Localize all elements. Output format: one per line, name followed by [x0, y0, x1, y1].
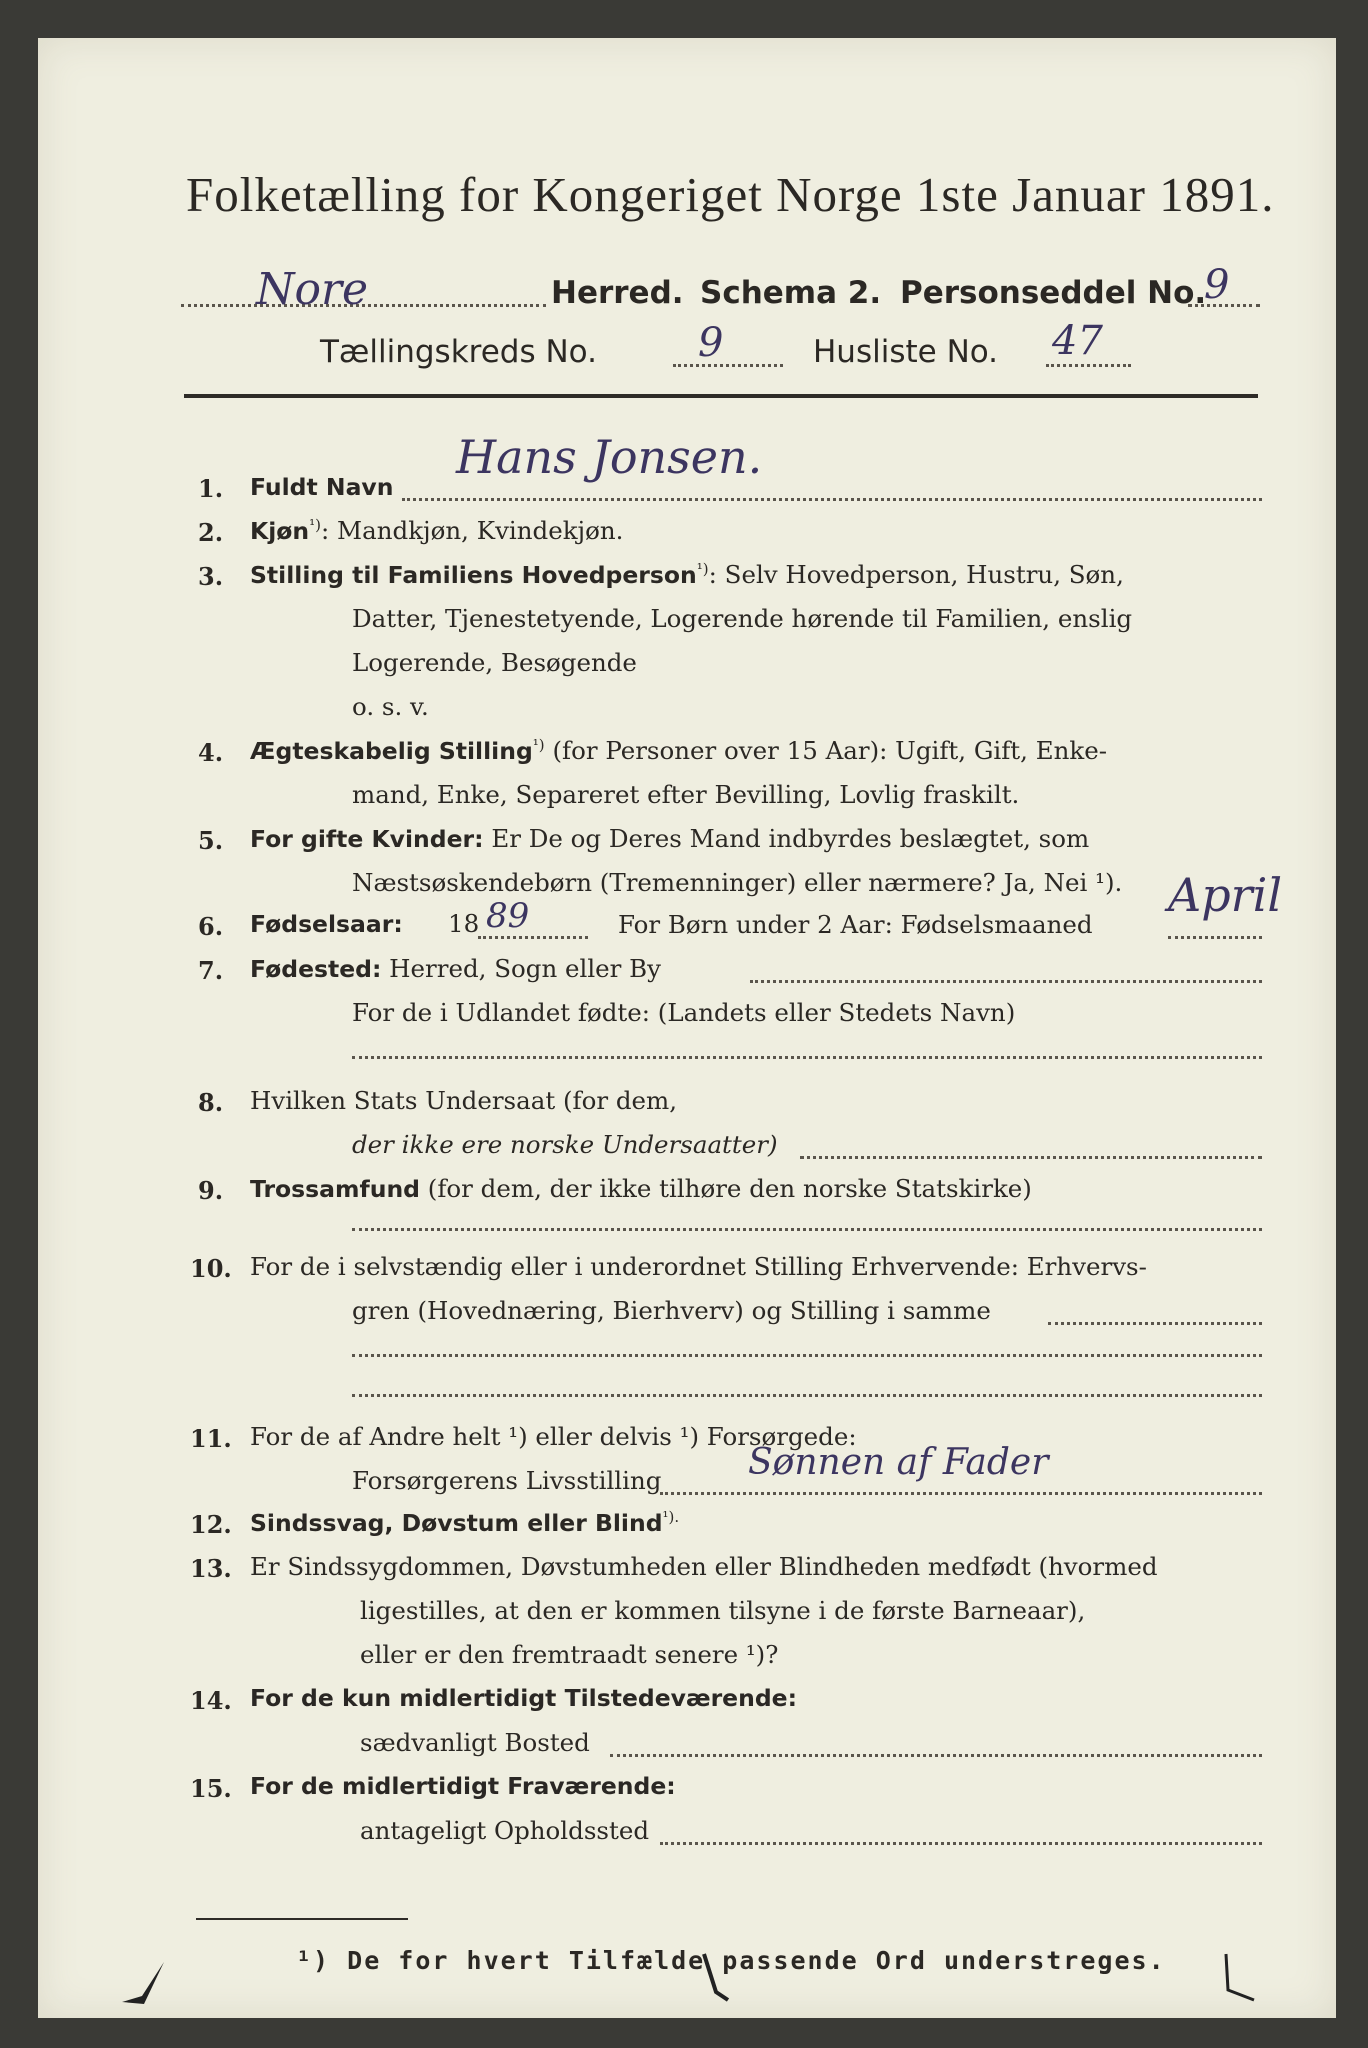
item-15-dotted-line — [660, 1842, 1262, 1845]
item-5-line-2: Næstsøskendebørn (Tremenninger) eller nærmere? Ja, Nei ¹). — [352, 868, 1123, 897]
item-11-line-2: Forsørgerens Livsstilling — [352, 1466, 662, 1495]
item-14-label: For de kun midlertidigt Tilstedeværende: — [250, 1684, 797, 1712]
item-5-label: For gifte Kvinder: — [250, 825, 484, 853]
corner-mark-right — [1218, 1950, 1268, 2010]
item-13-number: 13. — [190, 1554, 232, 1583]
item-8-number: 8. — [198, 1088, 224, 1117]
item-9-number: 9. — [198, 1176, 224, 1205]
item-7-label: Fødested: — [250, 955, 382, 983]
item-4-line-2: mand, Enke, Separeret efter Bevilling, Lovlig fraskilt. — [352, 780, 1020, 809]
provider-occupation-value: Sønnen af Fader — [748, 1442, 1049, 1483]
husliste-label: Husliste No. — [813, 334, 999, 370]
taellingskreds-label: Tællingskreds No. — [320, 334, 597, 370]
item-4-text: (for Personer over 15 Aar): Ugift, Gift, Enke- — [544, 736, 1108, 766]
center-mark — [698, 1948, 738, 2008]
form-title: Folketælling for Kongeriget Norge 1ste Januar 1891. — [186, 167, 1275, 222]
item-7-line-1 — [250, 954, 661, 983]
item-15-label: For de midlertidigt Fraværende: — [250, 1772, 676, 1800]
item-10-line-2: gren (Hovednæring, Bierhverv) og Stilling i samme — [352, 1296, 991, 1325]
item-5-number: 5. — [198, 826, 224, 855]
item-4-line-1 — [250, 736, 1107, 765]
item-3-sup: ¹) — [696, 560, 709, 578]
husliste-dotted-line — [1046, 364, 1131, 367]
item-1-dotted-line — [402, 498, 1262, 501]
taellingskreds-dotted-line — [673, 364, 783, 367]
item-8-line-2: der ikke ere norske Undersaatter) — [352, 1130, 778, 1159]
item-11-dotted-line — [660, 1492, 1262, 1495]
herred-label: Herred. — [551, 275, 684, 311]
item-8-line-1: Hvilken Stats Undersaat (for dem, — [250, 1086, 678, 1115]
husliste-value: 47 — [1052, 318, 1103, 364]
item-7-dotted-line — [750, 980, 1262, 983]
item-2-text: : Mandkjøn, Kvindekjøn. — [321, 516, 624, 546]
item-3-line-3: Logerende, Besøgende — [352, 648, 637, 677]
item-7-line-2: For de i Udlandet fødte: (Landets eller Stedets Navn) — [352, 998, 1016, 1027]
item-5-line-1 — [250, 824, 1089, 853]
item-6-number: 6. — [198, 912, 224, 941]
item-9-line — [250, 1174, 1032, 1203]
herred-value: Nore — [256, 264, 369, 315]
item-2-sup: ¹) — [309, 516, 322, 534]
item-2-number: 2. — [198, 518, 224, 547]
item-14-dotted-line — [610, 1754, 1262, 1757]
item-2-label: Kjøn — [250, 517, 310, 546]
birth-year-dotted-line — [478, 936, 588, 939]
schema-label: Schema 2. — [700, 275, 882, 311]
item-15-line-2: antageligt Opholdssted — [360, 1816, 649, 1845]
item-6-label: Fødselsaar: — [250, 910, 403, 938]
item-10-blank-line-2 — [352, 1394, 1262, 1397]
item-9-blank-line — [352, 1228, 1262, 1231]
footnote-rule — [196, 1918, 408, 1920]
item-10-blank-line-1 — [352, 1354, 1262, 1357]
item-3-line-4: o. s. v. — [352, 692, 429, 721]
item-5-text: Er De og Deres Mand indbyrdes beslægtet, som — [483, 824, 1090, 853]
item-1-number: 1. — [198, 474, 224, 503]
personseddel-value: 9 — [1204, 262, 1230, 308]
item-4-label: Ægteskabelig Stilling — [250, 737, 533, 766]
footnote: ¹) De for hvert Tilfælde passende Ord understreges. — [296, 1946, 1166, 1975]
item-12-line — [250, 1508, 679, 1537]
census-form — [38, 38, 1336, 2018]
birth-month-value: April — [1168, 868, 1283, 922]
item-3-label: Stilling til Familiens Hovedperson — [250, 561, 697, 590]
item-15-number: 15. — [190, 1774, 232, 1803]
item-3-line-2: Datter, Tjenestetyende, Logerende hørende til Familien, enslig — [352, 604, 1133, 633]
item-10-dotted-line — [1048, 1322, 1262, 1325]
item-14-number: 14. — [190, 1686, 232, 1715]
item-13-line-2: ligestilles, at den er kommen tilsyne i de første Barneaar), — [360, 1596, 1086, 1625]
item-9-text: (for dem, der ikke tilhøre den norske Statskirke) — [420, 1174, 1032, 1203]
item-13-line-1: Er Sindssygdommen, Døvstumheden eller Blindheden medfødt (hvormed — [250, 1552, 1158, 1581]
item-3-number: 3. — [198, 562, 224, 591]
item-10-line-1: For de i selvstændig eller i underordnet Stilling Erhvervende: Erhvervs- — [250, 1252, 1147, 1281]
item-9-label: Trossamfund — [250, 1175, 421, 1203]
corner-mark-left — [112, 1956, 172, 2016]
full-name-value: Hans Jonsen. — [456, 430, 763, 484]
item-11-line-1: For de af Andre helt ¹) eller delvis ¹) Forsørgede: — [250, 1422, 857, 1451]
item-3-text: : Selv Hovedperson, Hustru, Søn, — [708, 560, 1124, 590]
item-4-sup: ¹) — [532, 736, 545, 754]
header-separator-rule — [184, 394, 1258, 398]
taellingskreds-value: 9 — [698, 320, 724, 366]
birth-year-value: 89 — [486, 896, 530, 936]
item-6-text: For Børn under 2 Aar: Fødselsmaaned — [618, 910, 1093, 939]
birth-year-prefix: 18 — [448, 909, 480, 938]
item-7-number: 7. — [198, 956, 224, 985]
item-10-number: 10. — [190, 1254, 232, 1283]
item-7-text: Herred, Sogn eller By — [381, 954, 662, 983]
item-13-line-3: eller er den fremtraadt senere ¹)? — [360, 1640, 779, 1669]
item-2-line — [250, 516, 623, 545]
personseddel-label: Personseddel No. — [900, 275, 1207, 311]
item-14-line-2: sædvanligt Bosted — [360, 1728, 590, 1757]
item-7-blank-line — [352, 1056, 1262, 1059]
item-12-number: 12. — [190, 1510, 232, 1539]
item-1-label: Fuldt Navn — [250, 473, 394, 501]
birth-month-dotted-line — [1168, 936, 1262, 939]
item-4-number: 4. — [198, 738, 224, 767]
item-3-line-1 — [250, 560, 1124, 589]
item-8-dotted-line — [800, 1156, 1262, 1159]
item-11-number: 11. — [190, 1424, 232, 1453]
item-12-label: Sindssvag, Døvstum eller Blind — [250, 1509, 663, 1538]
item-12-sup: ¹). — [662, 1508, 680, 1526]
